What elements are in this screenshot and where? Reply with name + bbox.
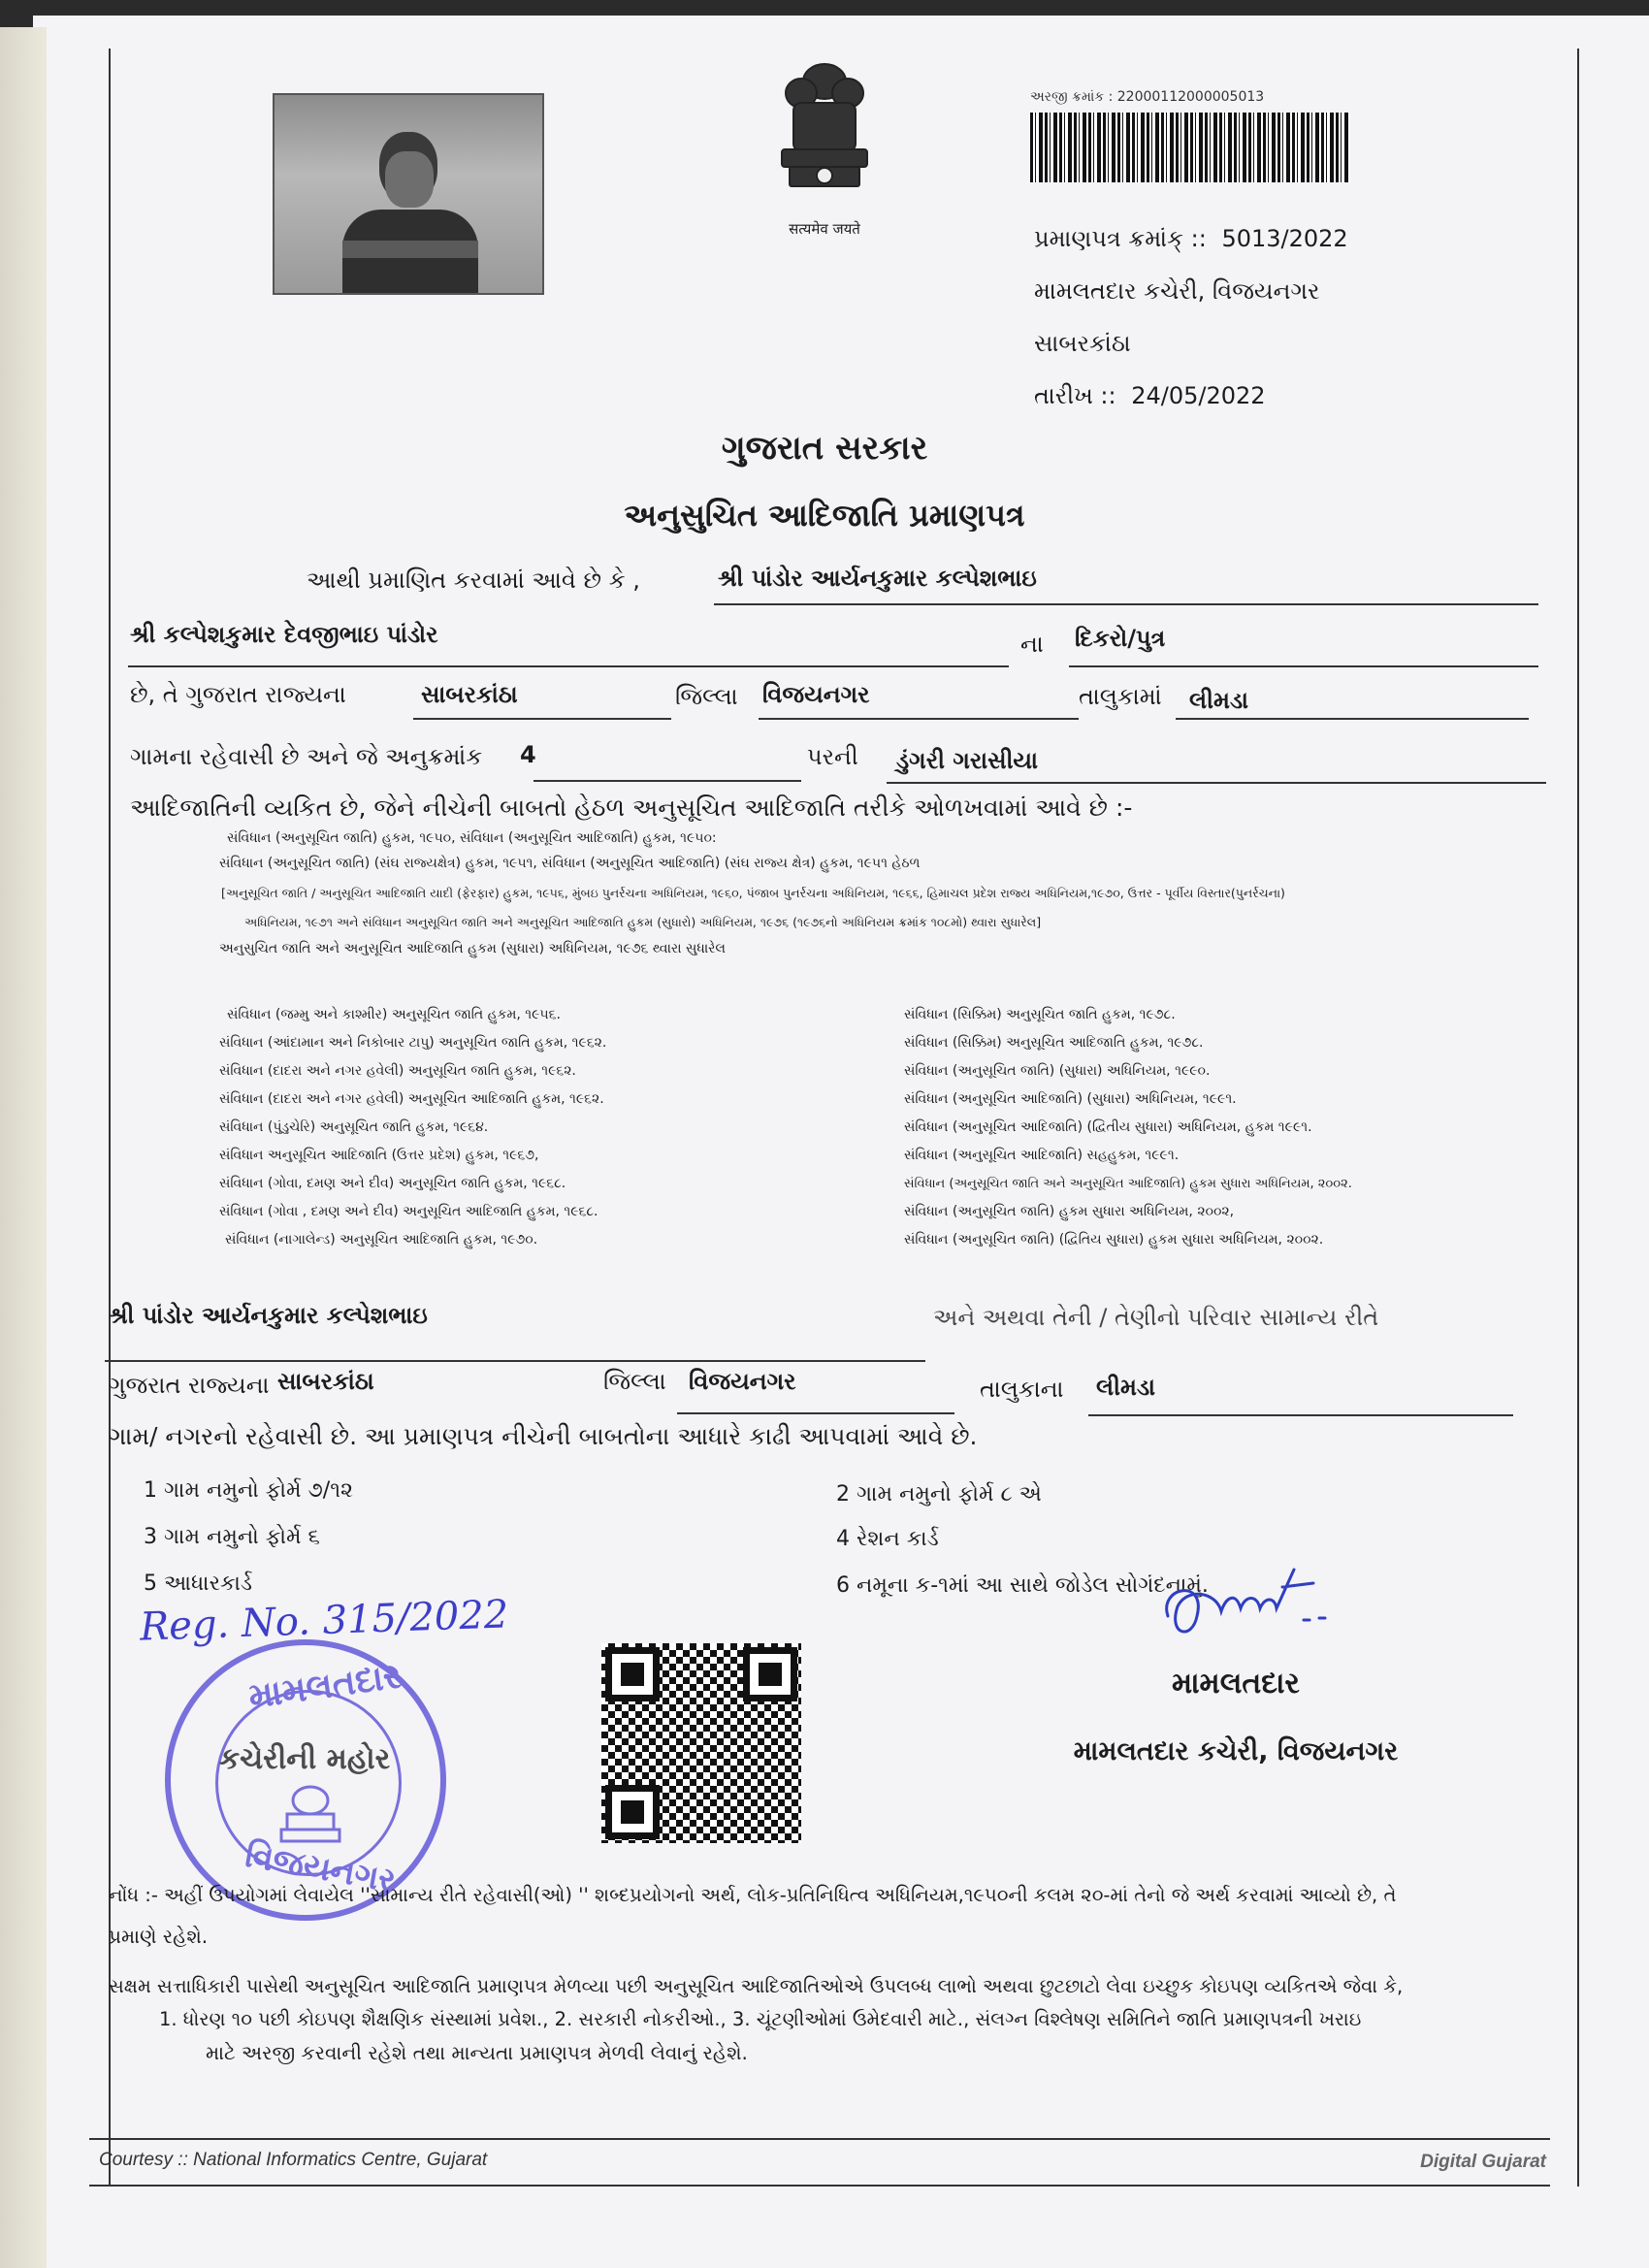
jilla-label: જિલ્લા [675,683,738,710]
order-line: [અનુસૂચિત જાતિ / અનુસૂચિત આદિજાતિ યાદી (ફેરફાર) હુકમ, ૧૯૫૬, મુંબઇ પુનર્રચના અધિનિયમ, ૧૯૬૦, પંજાબ પુનર્રચના અધિનિયમ, ૧૯૬૬, હિમાચલ પ્રદેશ રાજ્ય અધિનિયમ,૧૯૭૦, ઉત્તર - પૂર્વીય વિસ્તાર(પુનર્રચના) [221,886,1285,900]
document-item: 2 ગામ નમુનો ફોર્મ ૮ એ [836,1482,1042,1507]
lower-district: સાબરકાંઠા [277,1368,374,1395]
family-text: અને અથવા તેની / તેણીનો પરિવાર સામાન્ય રીતે [933,1304,1379,1331]
order-right: સંવિધાન (સિક્કિમ) અનુસૂચિત જાતિ હુકમ, ૧૯૭૮. [904,1007,1176,1022]
issue-date-row [1034,382,1266,409]
certificate-title: અનુસુચિત આદિજાતિ પ્રમાણપત્ર [624,497,1025,534]
issue-date-label: તારીખ :: [1034,382,1116,409]
order-left: સંવિધાન (દાદરા અને નગર હવેલી) અનુસૂચિત જાતિ હુકમ, ૧૯૬૨. [219,1063,576,1079]
officer-signature [1148,1548,1342,1655]
signatory-title: મામલતદાર [1172,1667,1300,1701]
document-item: 6 નમૂના ક-૧માં આ સાથે જોડેલ સોગંદનામું. [836,1573,1209,1598]
tribe-underline [887,782,1546,784]
state-text: છે, તે ગુજરાત રાજ્યના [130,681,346,708]
issuing-office: મામલતદાર કચેરી, વિજયનગર [1034,277,1320,305]
lower-jilla-label: જિલ્લા [603,1368,666,1395]
stamp-middle-text: કચેરીની મહોર [219,1742,391,1776]
order-left: સંવિધાન અનુસૂચિત આદિજાતિ (ઉત્તર પ્રદેશ) હુકમ, ૧૯૬૭, [219,1148,539,1163]
resident-text: ગામના રહેવાસી છે અને જે અનુક્રમાંક [130,743,483,770]
stamp-top-text: મામલતદાર [245,1656,404,1717]
order-left: સંવિધાન (આંદામાન અને નિકોબાર ટાપુ) અનુસૂચિત જાતિ હુકમ, ૧૯૬૨. [219,1035,607,1051]
lower-taluka: વિજયનગર [689,1368,796,1395]
serial-number: 4 [520,741,536,768]
order-left: સંવિધાન (ગોવા , દમણ અને દીવ) અનુસૂચિત આદિજાતિ હુકમ, ૧૯૬૮. [219,1204,598,1219]
verification-qr-code [601,1643,801,1843]
resident-statement: ગામ/ નગરનો રહેવાસી છે. આ પ્રમાણપત્ર નીચેની બાબતોના આધારે કાઢી આપવામાં આવે છે. [109,1422,978,1450]
taluka-suffix: તાલુકામાં [1079,683,1162,710]
order-right: સંવિધાન (અનુસૂચિત જાતિ અને અનુસૂચિત આદિજાતિ) હુકમ સુધારા અધિનિયમ, ૨૦૦૨. [904,1177,1352,1191]
taluka-value: વિજયનગર [762,681,870,708]
parent-name-underline [128,665,1009,667]
order-line: અનુસુચિત જાતિ અને અનુસૂચિત આદિજાતિ હુકમ (સુધારા) અધિનિયમ, ૧૯૭૬ થ્વારા સુધારેલ [219,941,727,956]
footer-courtesy: Courtesy :: National Informatics Centre, Gujarat [99,2150,488,2170]
order-left: સંવિધાન (ગોવા, દમણ અને દીવ) અનુસૂચિત જાતિ હુકમ, ૧૯૬૮. [219,1176,566,1191]
talukana-label: તાલુકાના [980,1376,1064,1403]
lower-name-underline [105,1360,925,1362]
taluka-underline [759,718,1079,720]
note-line: નોંધ :- અહીં ઉપયોગમાં લેવાયેલ ''સામાન્ય રીતે રહેવાસી(ઓ) '' શબ્દપ્રયોગનો અર્થ, લોક-પ્રતિનિધિત્વ અધિનિયમ,૧૯૫૦ની કલમ ૨૦-માં તેનો જે અર્થ કરવામાં આવ્યો છે, તે [109,1884,1397,1906]
order-right: સંવિધાન (અનુસૂચિત જાતિ) (દ્વિતિય સુધારા) હુકમ સુધારા અધિનિયમ, ૨૦૦૨. [904,1232,1324,1247]
certificate-number-row [1034,225,1348,252]
note-line: માટે અરજી કરવાની રહેશે તથા માન્યતા પ્રમાણપત્ર મેળવી લેવાનું રહેશે. [206,2041,748,2064]
parent-name: શ્રી કલ્પેશકુમાર દેવજીભાઇ પાંડોર [130,621,438,648]
document-item: 5 આધારકાર્ડ [144,1571,252,1596]
note-line: 1. ધોરણ ૧૦ પછી કોઇપણ શૈક્ષણિક સંસ્થામાં પ્રવેશ., 2. સરકારી નોકરીઓ., 3. ચૂંટણીઓમાં ઉમેદવારી માટે., સંલગ્ન વિશ્લેષણ સમિતિને જાતિ પ્રમાણપત્રની ખરાઇ [159,2008,1362,2030]
order-line: અધિનિયમ, ૧૯૭૧ અને સંવિધાન અનુસૂચિત જાતિ અને અનુસૂચિત આદિજાતિ હુકમ (સુધારો) અધિનિયમ, ૧૯૭૬ (૧૯૭૬નો અધિનિયમ ક્રમાંક ૧૦૮મો) થ્વારા સુધારેલ] [244,915,1042,929]
holder-name-underline [714,603,1538,605]
order-left: સંવિધાન (પુંડુચેરિ) અનુસૂચિત જાતિ હુકમ, ૧૯૬૪. [219,1119,489,1135]
relation: દિકરો/પુત્ર [1075,625,1166,652]
lower-taluka-underline [677,1412,954,1414]
signatory-office: મામલતદાર કચેરી, વિજયનગર [1073,1736,1399,1766]
certificate-number: 5013/2022 [1221,225,1348,252]
handwritten-registration: Reg. No. 315/2022 [139,1592,509,1650]
parni-text: પરની [807,743,858,770]
government-title: ગુજરાત સરકાર [721,429,928,468]
order-right: સંવિધાન (અનુસૂચિત આદિજાતિ) (દ્વિતીય સુધારા) અધિનિયમ, હુકમ ૧૯૯૧. [904,1119,1312,1135]
document-item: 4 રેશન કાર્ડ [836,1527,939,1551]
tribe-name: ડુંગરી ગરાસીયા [896,747,1038,774]
order-line: સંવિધાન (અનુસૂચિત જાતિ) (સંઘ રાજ્યક્ષેત્ર) હુકમ, ૧૯૫૧, સંવિધાન (અનુસૂચિત આદિજાતિ) (સંઘ રાજ્ય ક્ષેત્ર) હુકમ, ૧૯૫૧ હેઠળ [219,856,921,871]
order-right: સંવિધાન (અનુસૂચિત આદિજાતિ) (સુધારા) અધિનિયમ, ૧૯૯૧. [904,1091,1237,1107]
issuing-district: સાબરકાંઠા [1034,330,1131,357]
holder-name: શ્રી પાંડોર આર્યનકુમાર કલ્પેશભાઇ [718,565,1037,592]
order-left: સંવિધાન (દાદરા અને નગર હવેલી) અનુસૂચિત આદિજાતિ હુકમ, ૧૯૬૨. [219,1091,604,1107]
note-line: પ્રમાણે રહેશે. [109,1925,209,1948]
office-seal-stamp [165,1639,446,1921]
serial-underline [534,780,801,782]
tribe-statement: આદિજાતિની વ્યકિત છે, જેને નીચેની બાબતો હેઠળ અનુસૂચિત આદિજાતિ તરીકે ઓળખવામાં આવે છે :- [130,794,1133,822]
village-value: લીમડા [1189,687,1249,714]
ashoka-emblem-icon [757,54,892,219]
order-left: સંવિધાન (નાગાલેન્ડ) અનુસૂચિત આદિજાતિ હુકમ, ૧૯૭૦. [225,1232,538,1247]
stamp-bottom-text: વિજયનગર [242,1835,399,1901]
order-line: સંવિધાન (અનુસૂચિત જાતિ) હુકમ, ૧૯૫૦, સંવિધાન (અનુસૂચિત આદિજાતિ) હુકમ, ૧૯૫૦: [227,830,717,846]
lower-village: લીમડા [1096,1374,1156,1401]
intro-text: આથી પ્રમાણિત કરવામાં આવે છે કે , [307,567,640,594]
applicant-photo [273,93,544,295]
lower-state-text: ગુજરાત રાજ્યના [109,1372,270,1399]
paper-edge [0,27,47,2268]
relation-underline [1069,665,1538,667]
note-line: સક્ષમ સત્તાધિકારી પાસેથી અનુસૂચિત આદિજાતિ પ્રમાણપત્ર મેળવ્યા પછી અનુસૂચિત આદિજાતિઓએ ઉપલબ્ધ લાભો અથવા છુટછાટો લેવા ઇચ્છુક કોઇપણ વ્યકિતએ જેવા કે, [109,1975,1404,1997]
na-text: ના [1020,631,1044,658]
holder-name-lower: શ્રી પાંડોર આર્યનકુમાર કલ્પેશભાઇ [109,1302,428,1329]
document-item: 3 ગામ નમુનો ફોર્મ ૬ [144,1525,320,1549]
order-right: સંવિધાન (અનુસૂચિત જાતિ) હુકમ સુધારા અધિનિયમ, ૨૦૦૨, [904,1204,1235,1219]
order-right: સંવિધાન (અનુસૂચિત જાતિ) (સુધારા) અધિનિયમ, ૧૯૯૦. [904,1063,1211,1079]
district-value: સાબરકાંઠા [421,681,518,708]
lower-village-underline [1088,1414,1513,1416]
stamp-emblem-icon [272,1779,349,1847]
document-item: 1 ગામ નમુનો ફોર્મ ૭/૧૨ [144,1478,353,1503]
village-underline [1176,718,1529,720]
order-right: સંવિધાન (સિક્કિમ) અનુસૂચિત આદિજાતિ હુકમ, ૧૯૭૮. [904,1035,1204,1051]
district-underline [413,718,671,720]
emblem-motto: सत्यमेव जयते [789,220,860,238]
order-right: સંવિધાન (અનુસૂચિત આદિજાતિ) સહહુકમ, ૧૯૯૧. [904,1148,1180,1163]
footer-digital-gujarat: Digital Gujarat [1420,2152,1546,2172]
application-number: અરજી ક્રમાંક : 22000112000005013 [1030,89,1265,105]
issue-date: 24/05/2022 [1131,382,1266,409]
certificate-number-label: પ્રમાણપત્ર ક્રમાંક્ :: [1034,225,1207,252]
application-barcode [1030,113,1350,182]
certificate-footer [89,2138,1550,2187]
order-left: સંવિધાન (જમ્મુ અને કાશ્મીર) અનુસૂચિત જાતિ હુકમ, ૧૯૫૬. [227,1007,561,1022]
